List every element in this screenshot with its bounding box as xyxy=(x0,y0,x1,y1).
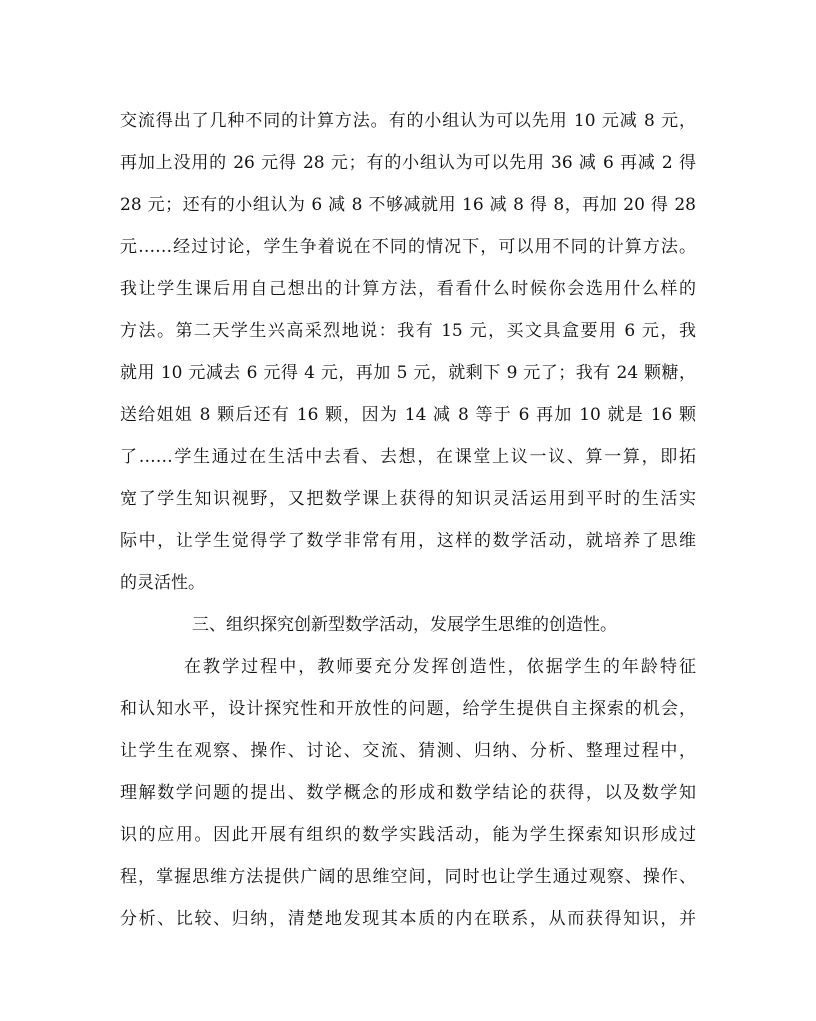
paragraph-2-line-6: 程，掌握思维方法提供广阔的思维空间，同时也让学生通过观察、操作、 xyxy=(120,867,696,887)
paragraph-2-line-5: 识的应用。因此开展有组织的数学实践活动，能为学生探索知识形成过 xyxy=(120,825,696,845)
paragraph-2-line-2: 和认知水平，设计探究性和开放性的问题，给学生提供自主探索的机会， xyxy=(120,699,696,719)
paragraph-1-line-5: 我让学生课后用自己想出的计算方法，看看什么时候你会选用什么样的 xyxy=(120,279,696,299)
paragraph-1-line-1: 交流得出了几种不同的计算方法。有的小组认为可以先用 10 元减 8 元， xyxy=(120,111,696,131)
paragraph-2-line-3: 让学生在观察、操作、讨论、交流、猜测、归纳、分析、整理过程中， xyxy=(120,741,696,761)
paragraph-1-line-11: 际中，让学生觉得学了数学非常有用，这样的数学活动，就培养了思维 xyxy=(120,531,696,551)
paragraph-1-line-6: 方法。第二天学生兴高采烈地说：我有 15 元，买文具盒要用 6 元，我 xyxy=(120,321,696,341)
paragraph-1-line-7: 就用 10 元减去 6 元得 4 元，再加 5 元，就剩下 9 元了；我有 24 颗糖， xyxy=(120,363,696,383)
paragraph-1-line-2: 再加上没用的 26 元得 28 元；有的小组认为可以先用 36 减 6 再减 2 得 xyxy=(120,153,696,173)
paragraph-1-line-3: 28 元；还有的小组认为 6 减 8 不够减就用 16 减 8 得 8，再加 20 得 28 xyxy=(120,195,696,215)
paragraph-2-line-4: 理解数学问题的提出、数学概念的形成和数学结论的获得，以及数学知 xyxy=(120,783,696,803)
paragraph-1-line-4: 元……经过讨论，学生争着说在不同的情况下，可以用不同的计算方法。 xyxy=(120,237,696,257)
paragraph-2-line-1: 在教学过程中，教师要充分发挥创造性，依据学生的年龄特征 xyxy=(184,657,696,677)
paragraph-1-line-10: 宽了学生知识视野，又把数学课上获得的知识灵活运用到平时的生活实 xyxy=(120,489,696,509)
section-heading: 三、组织探究创新型数学活动，发展学生思维的创造性。 xyxy=(192,615,617,635)
paragraph-2-line-7: 分析、比较、归纳，清楚地发现其本质的内在联系，从而获得知识，并 xyxy=(120,909,696,929)
paragraph-1-line-8: 送给姐姐 8 颗后还有 16 颗，因为 14 减 8 等于 6 再加 10 就是 16 颗 xyxy=(120,405,696,425)
paragraph-1-line-9: 了……学生通过在生活中去看、去想，在课堂上议一议、算一算，即拓 xyxy=(120,447,696,467)
paragraph-1-line-12: 的灵活性。 xyxy=(120,573,205,593)
